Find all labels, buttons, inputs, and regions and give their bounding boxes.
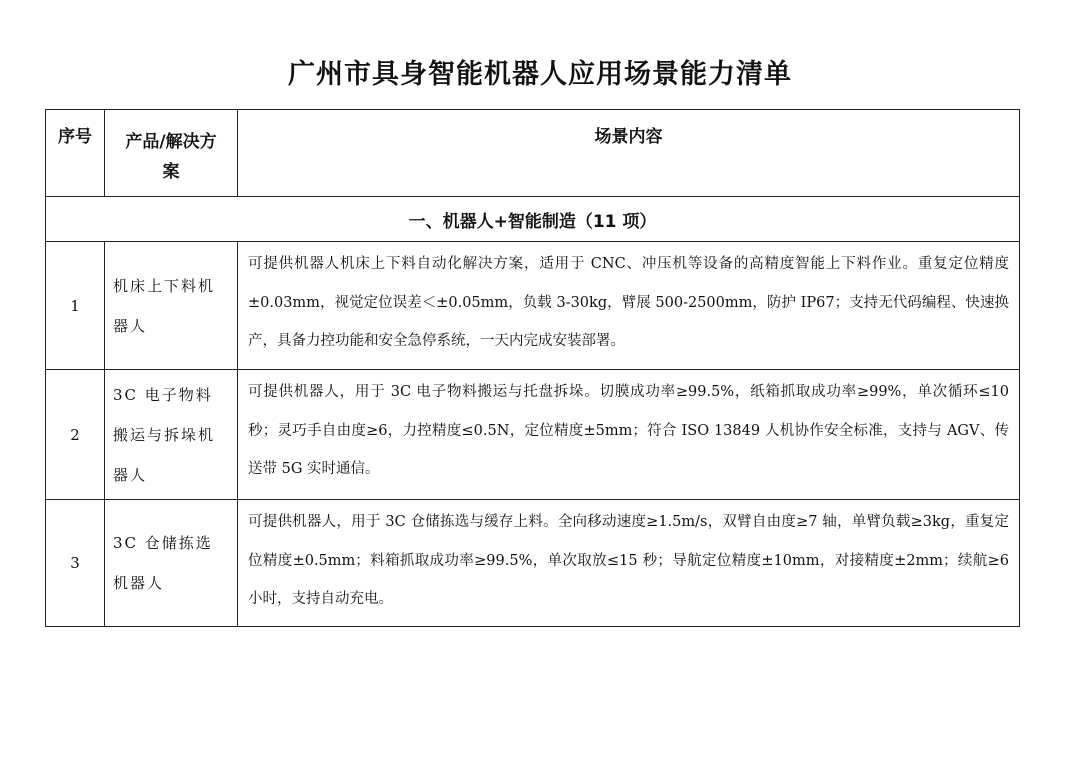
header-serial-no: 序号 [46, 110, 105, 197]
section-title: 一、机器人+智能制造（11 项） [46, 197, 1020, 242]
header-product [105, 110, 238, 197]
table-row [46, 500, 1020, 627]
capability-table [45, 109, 1020, 627]
row-serial-no: 1 [46, 242, 105, 370]
header-scene-content: 场景内容 [238, 110, 1020, 197]
row-scene: 可提供机器人，用于 3C 电子物料搬运与托盘拆垛。切膜成功率≥99.5%，纸箱抓取成功率≥99%，单次循环≤10 秒；灵巧手自由度≥6，力控精度≤0.5N，定位精度±5mm；符合 ISO 13849 人机协作安全标准，支持与 AGV、传送带 5G 实时通信。 [238, 370, 1020, 500]
section-row [46, 197, 1020, 242]
document-title: 广州市具身智能机器人应用场景能力清单 [288, 59, 792, 90]
row-serial-no: 2 [46, 370, 105, 500]
row-product: 3C 仓储拣选机器人 [105, 500, 238, 627]
header-product-line1: 产品/解决方 [125, 132, 217, 152]
table-row [46, 242, 1020, 370]
row-product: 机床上下料机器人 [105, 242, 238, 370]
header-product-line2: 案 [162, 162, 180, 182]
row-serial-no: 3 [46, 500, 105, 627]
row-scene: 可提供机器人，用于 3C 仓储拣选与缓存上料。全向移动速度≥1.5m/s，双臂自由度≥7 轴，单臂负载≥3kg，重复定位精度±0.5mm；料箱抓取成功率≥99.5%，单次取放≤15 秒；导航定位精度±10mm，对接精度±2mm；续航≥6 小时，支持自动充电。 [238, 500, 1020, 627]
row-scene: 可提供机器人机床上下料自动化解决方案，适用于 CNC、冲压机等设备的高精度智能上下料作业。重复定位精度±0.03mm，视觉定位误差＜±0.05mm，负载 3-30kg，臂展 500-2500mm，防护 IP67；支持无代码编程、快速换产，具备力控功能和安全急停系统，一天内完成安装部署。 [238, 242, 1020, 370]
table-row [46, 370, 1020, 500]
row-product: 3C 电子物料搬运与拆垛机器人 [105, 370, 238, 500]
table-header-row [46, 110, 1020, 197]
